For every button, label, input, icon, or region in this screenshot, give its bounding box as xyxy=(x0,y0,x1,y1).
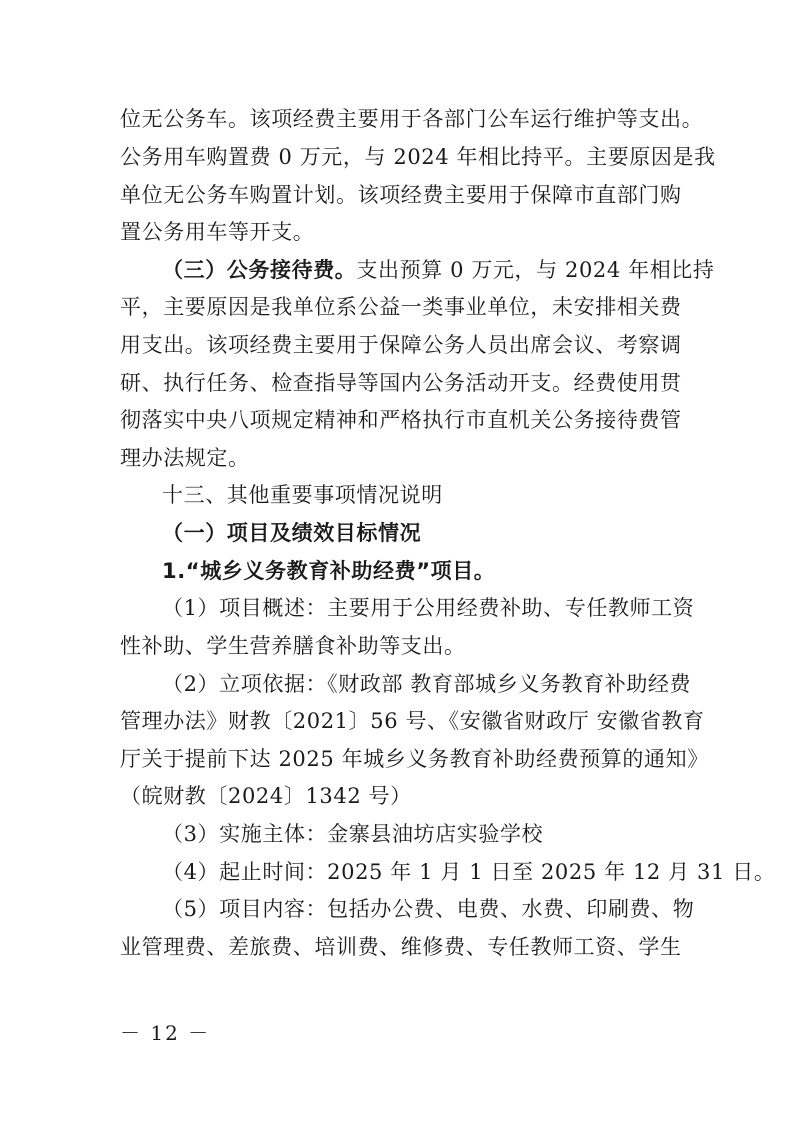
item4-line: （4）起止时间：2025 年 1 月 1 日至 2025 年 12 月 31 日。 xyxy=(162,860,776,884)
item2-line-3: 厅关于提前下达 2025 年城乡义务教育补助经费预算的通知》 xyxy=(120,747,709,771)
item1-line-2: 性补助、学生营养膳食补助等支出。 xyxy=(120,634,466,658)
section-heading-13: 十三、其他重要事项情况说明 xyxy=(162,483,443,507)
body-line-2: 公务用车购置费 0 万元，与 2024 年相比持平。主要原因是我 xyxy=(120,145,716,169)
section3-first-line xyxy=(162,255,715,285)
item3-line: （3）实施主体：金寨县油坊店实验学校 xyxy=(162,822,544,846)
body-line-1: 位无公务车。该项经费主要用于各部门公车运行维护等支出。 xyxy=(120,107,704,131)
body-line-3: 单位无公务车购置计划。该项经费主要用于保障市直部门购 xyxy=(120,183,682,207)
section3-line-6: 理办法规定。 xyxy=(120,446,250,470)
item2-line-2: 管理办法》财教〔2021〕56 号、《安徽省财政厅 安徽省教育 xyxy=(120,709,705,733)
section-heading-13-1: （一）项目及绩效目标情况 xyxy=(162,521,422,545)
section3-line-4: 研、执行任务、检查指导等国内公务活动开支。经费使用贯 xyxy=(120,371,682,395)
section3-line-3: 用支出。该项经费主要用于保障公务人员出席会议、考察调 xyxy=(120,333,682,357)
section3-label: （三）公务接待费。 xyxy=(162,258,357,282)
section3-line-2: 平，主要原因是我单位系公益一类事业单位，未安排相关费 xyxy=(120,295,682,319)
section3-first-line-rest: 支出预算 0 万元，与 2024 年相比持 xyxy=(356,258,715,282)
item2-line-1: （2）立项依据：《财政部 教育部城乡义务教育补助经费 xyxy=(162,672,692,696)
item1-line-1: （1）项目概述：主要用于公用经费补助、专任教师工资 xyxy=(162,596,695,620)
page-number: － 12 － xyxy=(120,1021,211,1045)
item5-line-2: 业管理费、差旅费、培训费、维修费、专任教师工资、学生 xyxy=(120,935,682,959)
body-line-4: 置公务用车等开支。 xyxy=(120,220,315,244)
item2-line-4: （皖财教〔2024〕1342 号） xyxy=(120,784,412,808)
project-title: 1.“城乡义务教育补助经费”项目。 xyxy=(162,559,496,583)
section3-line-5: 彻落实中央八项规定精神和严格执行市直机关公务接待费管 xyxy=(120,408,682,432)
item5-line-1: （5）项目内容：包括办公费、电费、水费、印刷费、物 xyxy=(162,897,695,921)
